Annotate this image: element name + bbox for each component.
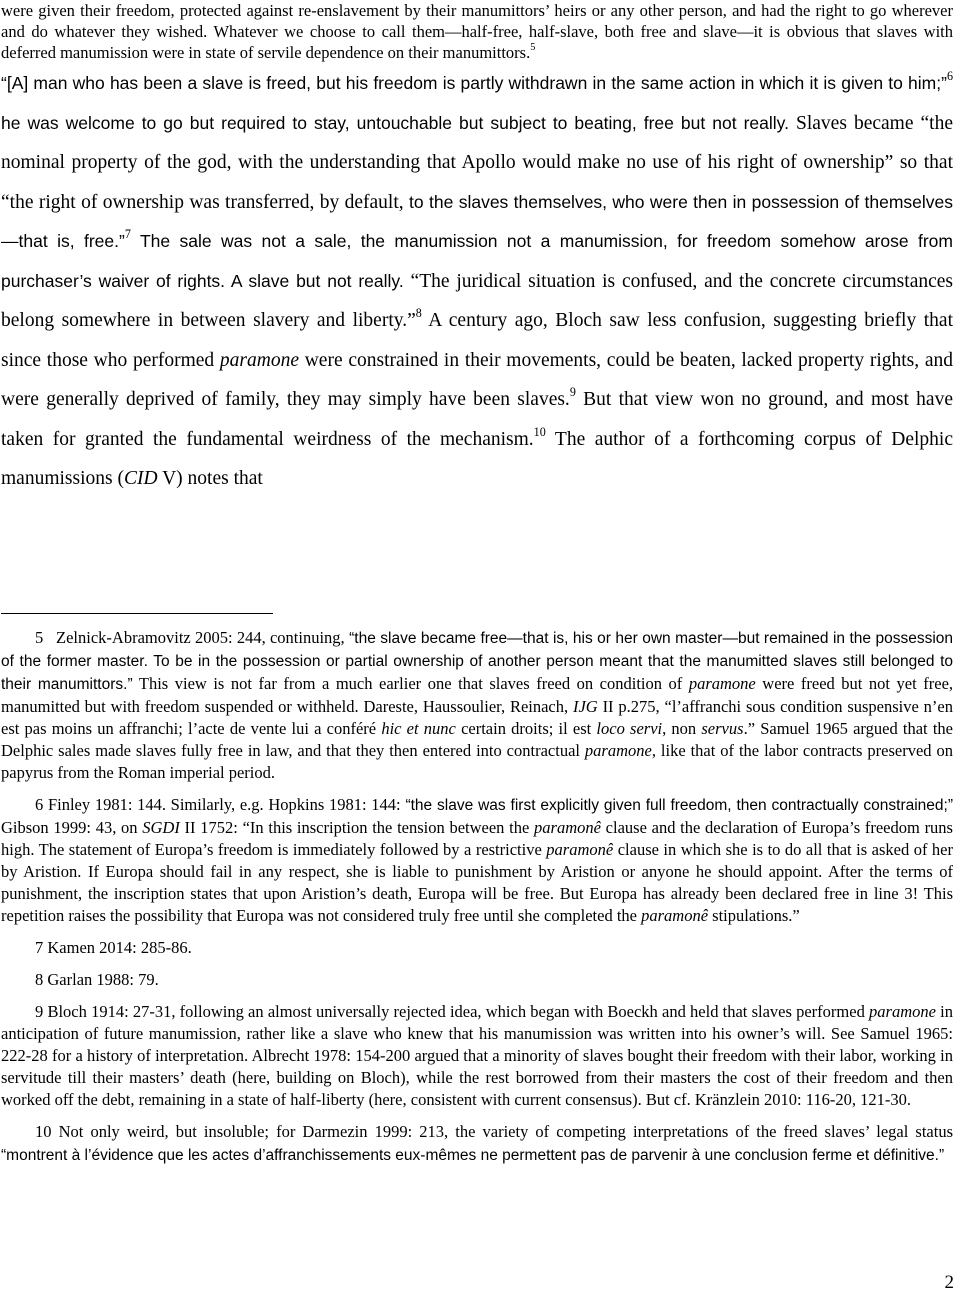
footnote-number: 6	[35, 795, 44, 814]
footnote-italic: IJG	[572, 697, 598, 716]
page-number: 2	[944, 1272, 954, 1293]
footnote-ref-7[interactable]: 7	[124, 227, 131, 242]
footnote-text: were freed but not yet free, manumitted but with freedom suspended or withheld. Dareste, Haussoulier, Reinach,	[1, 674, 954, 716]
text-nominal-property: Slaves became “the nominal property of the god, with the understanding that Apollo would make no use of his right of ownership” so that “the right of ownership was transferred, by default,	[1, 112, 953, 213]
term-paramone: paramone	[219, 349, 299, 371]
text-bloch-view: A century ago, Bloch saw less confusion, suggesting briefly that since those who performed	[1, 310, 953, 371]
footnote-text: certain droits; il est	[455, 719, 597, 738]
text-welcome-to-go: he was welcome to go but required to stay, untouchable but subject to beating, free but not really.	[1, 112, 789, 133]
footnote-10	[1, 1121, 953, 1167]
footnote-text: Not only weird, but insoluble; for Darmezin 1999: 213, the variety of competing interpretations of the freed slaves’ legal status	[58, 1122, 953, 1141]
footnote-quote: “the slave became free—that is, his or her own master—but remained in the possession of the former master. To be in the possession or partial ownership of another person meant that the manumitted slaves still belonged to their manumittors.”	[1, 630, 954, 693]
footnote-ref-10[interactable]: 10	[533, 424, 546, 439]
footnote-number: 9	[35, 1002, 44, 1021]
footnote-text: , like that of the labor contracts preserved on papyrus from the Roman imperial period.	[1, 741, 953, 782]
footnote-italic: SGDI	[142, 818, 180, 837]
footnote-italic: paramone	[688, 674, 756, 693]
footnote-text: clause in which she is to do all that is asked of her by Aristion. If Europa should fail in any respect, she is liable to punishment by Aristion or anyone he should appoint. After the terms of punishment, the inscription states that upon Aristion’s death, Europa will be free. But Europa has already been declared free in line 3! This repetition raises the possibility that Europa was not considered truly free until she completed the	[1, 840, 953, 925]
text-weirdness: But that view won no ground, and most have taken for granted the fundamental weirdness of the mechanism.	[1, 389, 953, 450]
footnote-text: stipulations.”	[708, 906, 800, 925]
text-sale-not-sale: The sale was not a sale, the manumission not a manumission, for freedom somehow arose from purchaser’s waiver of rights. A slave but not really.	[1, 231, 953, 291]
footnote-italic: servus	[701, 719, 744, 738]
term-cid: CID	[123, 468, 158, 489]
footnote-text: clause and the declaration of Europa’s freedom runs high. The statement of Europa’s freedom is immediately followed by a restrictive	[1, 818, 953, 859]
footnote-number: 5	[35, 628, 44, 647]
footnote-italic: loco servi	[596, 719, 663, 738]
footnote-italic: paramone	[869, 1002, 936, 1021]
footnote-text: Bloch 1914: 27-31, following an almost universally rejected idea, which began with Boeckh and held that slaves performed	[47, 1002, 870, 1021]
footnote-italic: paramonê	[546, 840, 614, 859]
footnote-quote: “montrent à l’évidence que les actes d’affranchissements eux-mêmes ne permettent pas de parvenir à une conclusion ferme et définitive.”	[1, 1147, 945, 1164]
footnote-text: II 1752: “In this inscription the tension between the	[179, 818, 535, 837]
footnote-ref-5[interactable]: 5	[530, 42, 536, 54]
footnote-italic: hic et nunc	[381, 719, 456, 738]
text-corpus: The author of a forthcoming corpus of Delphic manumissions (	[1, 428, 953, 489]
quote-freedom-withdrawn: “[A] man who has been a slave is freed, but his freedom is partly withdrawn in the same action in which it is given to him;”	[1, 73, 947, 93]
footnote-ref-9[interactable]: 9	[569, 385, 576, 400]
footnote-italic: paramonê	[641, 906, 709, 925]
footnote-number: 7	[35, 938, 44, 957]
footnote-ref-6[interactable]: 6	[946, 69, 953, 84]
text-slaves-themselves: to the slaves themselves, who were then in possession of themselves—that is, free.”	[1, 191, 954, 251]
footnote-text: Finley 1981: 144. Similarly, e.g. Hopkins 1981: 144:	[47, 795, 401, 814]
text-constrained: were constrained in their movements, could be beaten, lacked property rights, and were generally deprived of family, they may simply have been slaves.	[1, 349, 953, 410]
footnotes	[1, 627, 953, 1167]
footnote-text: II p.275, “l’affranchi sous condition suspensive n’en est pas moins un affranchi; l’acte de vente lui a conféré	[1, 697, 953, 738]
footnote-text: in anticipation of future manumission, rather like a slave who knew that his manumission was written into his owner’s will. See Samuel 1965: 222-28 for a history of interpretation. Albrecht 1978: 154-200 argued that a minority of slaves bought their freedom with their labor, working in servitude till their masters’ death (here, building on Bloch), while the rest borrowed from their masters the cost of their freedom and then worked off the debt, remaining in a state of half-liberty (here, consistent with current consensus). But cf. Kränzlein 2010: 116-20, 121-30.	[1, 1002, 953, 1109]
footnote-6	[1, 794, 953, 927]
footnote-9	[1, 1001, 953, 1111]
footnote-number: 10	[35, 1122, 52, 1141]
footnote-text: This view is not far from a much earlier one that slaves freed on condition of	[132, 674, 689, 693]
footnote-text: Gibson 1999: 43, on	[1, 818, 143, 837]
footnote-text: Garlan 1988: 79.	[47, 970, 159, 989]
footnote-text: Zelnick-Abramovitz 2005: 244, continuing,	[56, 628, 345, 647]
footnote-8	[1, 969, 953, 991]
footnote-quote: “the slave was first explicitly given full freedom, then contractually constrained;”	[400, 797, 954, 814]
footnote-ref-8[interactable]: 8	[415, 306, 422, 321]
main-paragraph	[1, 64, 953, 499]
footnote-separator	[1, 613, 273, 614]
text-notes-that: V) notes that	[157, 468, 263, 489]
footnote-7	[1, 937, 953, 959]
footnote-number: 8	[35, 970, 44, 989]
footnote-5	[1, 627, 953, 784]
opening-text: were given their freedom, protected against re-enslavement by their manumittors’ heirs or any other person, and had the right to go wherever and do whatever they wished. Whatever we choose to call them—half-free, half-slave, both free and slave—it is obvious that slaves with deferred manumission were in state of servile dependence on their manumittors.	[1, 1, 953, 62]
opening-paragraph	[1, 0, 953, 63]
footnote-italic: paramonê	[534, 818, 601, 837]
footnote-italic: paramone	[584, 741, 652, 760]
footnote-text: .” Samuel 1965 argued that the Delphic sales made slaves fully free in law, and that they then entered into contractual	[1, 719, 953, 760]
footnote-text: , non	[662, 719, 702, 738]
quote-juridical-situation: “The juridical situation is confused, and the concrete circumstances belong somewhere in between slavery and liberty.”	[1, 270, 953, 331]
footnote-text: Kamen 2014: 285-86.	[47, 938, 192, 957]
